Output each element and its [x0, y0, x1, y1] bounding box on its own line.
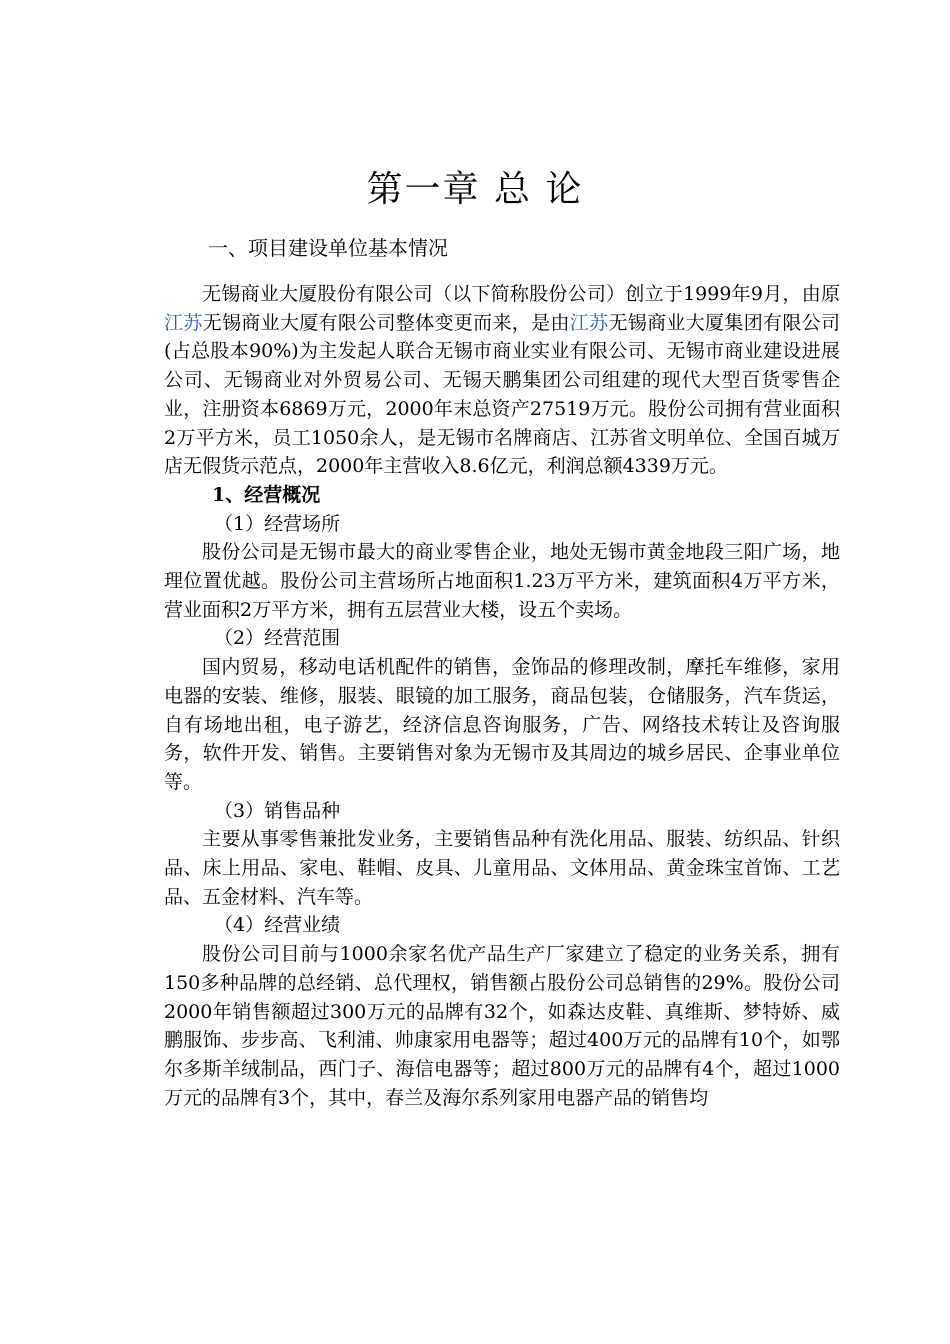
item-paragraph-2: 国内贸易，移动电话机配件的销售，金饰品的修理改制，摩托车维修，家用电器的安装、维修，服装、眼镜的加工服务，商品包装，仓储服务，汽车货运，自有场地出租，电子游艺，经济信息咨询服务，广告、网络技术转让及咨询服务，软件开发、销售。主要销售对象为无锡市及其周边的城乡居民、企事业单位等。 — [164, 656, 840, 793]
item-heading-2: （2）经营范围 — [214, 627, 341, 650]
jiangsu-link-2[interactable]: 江苏 — [569, 311, 609, 334]
intro-text-2: 无锡商业大厦有限公司整体变更而来，是由 — [202, 311, 570, 334]
item-paragraph-4: 股份公司目前与1000余家名优产品生产厂家建立了稳定的业务关系，拥有150多种品牌的总经销、总代理权，销售额占股份公司总销售的29%。股份公司2000年销售额超过300万元的品牌有32个，如森达皮鞋、真维斯、梦特娇、威鹏服饰、步步高、飞利浦、帅康家用电器等；超过400万元的品牌有10个，如鄂尔多斯羊绒制品，西门子、海信电器等；超过800万元的品牌有4个，超过1000万元的品牌有3个，其中，春兰及海尔系列家用电器产品的销售均 — [164, 943, 840, 1109]
document-body — [164, 280, 840, 1112]
item-paragraph-3: 主要从事零售兼批发业务，主要销售品种有洗化用品、服装、纺织品、针织品、床上用品、家电、鞋帽、皮具、儿童用品、文体用品、黄金珠宝首饰、工艺品、五金材料、汽车等。 — [164, 828, 840, 908]
chapter-title: 第一章 总 论 — [366, 169, 584, 210]
item-paragraph-1: 股份公司是无锡市最大的商业零售企业，地处无锡市黄金地段三阳广场，地理位置优越。股份公司主营场所占地面积1.23万平方米，建筑面积4万平方米，营业面积2万平方米，拥有五层营业大楼，设五个卖场。 — [164, 541, 840, 621]
subsection-heading: 1、经营概况 — [212, 483, 321, 506]
item-heading-1: （1）经营场所 — [214, 512, 341, 535]
item-heading-3: （3）销售品种 — [214, 799, 341, 822]
jiangsu-link-1[interactable]: 江苏 — [164, 311, 203, 334]
intro-text-1: 无锡商业大厦股份有限公司（以下简称股份公司）创立于1999年9月，由原 — [202, 283, 840, 305]
section-heading: 一、项目建设单位基本情况 — [208, 236, 448, 260]
intro-text-3: 无锡商业大厦集团有限公司(占总股本90%)为主发起人联合无锡市商业实业有限公司、无锡市商业建设进展公司、无锡商业对外贸易公司、无锡天鹏集团公司组建的现代大型百货零售企业，注册资本6869万元，2000年末总资产27519万元。股份公司拥有营业面积2万平方米，员工1050余人，是无锡市名牌商店、江苏省文明单位、全国百城万店无假货示范点，2000年主营收入8.6亿元，利润总额4339万元。 — [164, 311, 840, 478]
intro-paragraph — [164, 280, 840, 481]
item-heading-4: （4）经营业绩 — [214, 914, 341, 937]
